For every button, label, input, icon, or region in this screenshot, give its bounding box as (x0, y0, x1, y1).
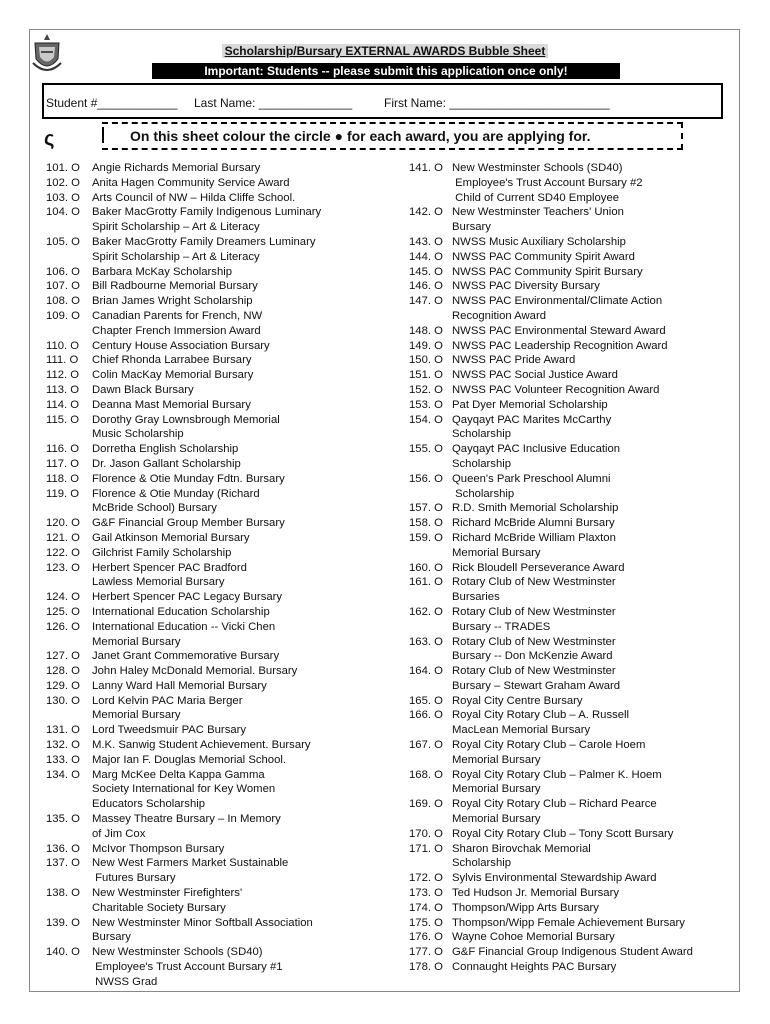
award-name-line: Lanny Ward Hall Memorial Bursary (92, 679, 267, 692)
award-item[interactable] (46, 339, 406, 354)
award-item[interactable] (46, 856, 406, 886)
award-name-line: Bursary (92, 931, 131, 944)
award-item[interactable] (409, 235, 734, 250)
award-bubble-number[interactable]: 116. O (46, 443, 80, 456)
last-name-field[interactable]: Last Name: ______________ (194, 96, 353, 110)
award-item[interactable] (46, 413, 406, 443)
award-name-line: Gilchrist Family Scholarship (92, 546, 232, 559)
award-name-line: NWSS PAC Diversity Bursary (452, 280, 600, 293)
award-bubble-number[interactable]: 141. O (409, 162, 443, 174)
award-bubble-number[interactable]: 112. O (46, 369, 80, 382)
award-name-line: Bill Radbourne Memorial Bursary (92, 280, 258, 293)
award-bubble-number[interactable]: 101. O (46, 162, 80, 174)
award-item[interactable] (46, 664, 406, 679)
award-name-line: Deanna Mast Memorial Bursary (92, 398, 251, 411)
award-item[interactable] (409, 738, 734, 768)
award-name-line: Employee's Trust Account Bursary #1 (92, 961, 283, 974)
award-item[interactable] (409, 575, 734, 605)
award-name-line: Royal City Rotary Club – Richard Pearce (452, 798, 657, 811)
award-name-line: Qayqayt PAC Marites McCarthy (452, 413, 612, 426)
award-item[interactable] (46, 812, 406, 842)
award-name-line: Sylvis Environmental Stewardship Award (452, 872, 657, 885)
award-name-line: Lawless Memorial Bursary (92, 576, 225, 589)
award-item[interactable] (46, 235, 406, 265)
award-name-line: Baker MacGrotty Family Dreamers Luminary (92, 235, 316, 248)
award-bubble-number[interactable]: 164. O (409, 665, 443, 678)
award-name-line: Baker MacGrotty Family Indigenous Luminary (92, 206, 322, 219)
award-name-line: Society International for Key Women (92, 783, 276, 796)
award-bubble-number[interactable]: 105. O (46, 235, 80, 248)
award-item[interactable] (409, 901, 734, 916)
award-item[interactable] (46, 279, 406, 294)
award-item[interactable] (46, 531, 406, 546)
award-bubble-number[interactable]: 111. O (46, 354, 79, 367)
award-bubble-number[interactable]: 123. O (46, 561, 80, 574)
award-name-line: NWSS PAC Pride Award (452, 354, 576, 367)
award-item[interactable] (409, 930, 734, 945)
award-bubble-number[interactable]: 151. O (409, 369, 443, 382)
award-item[interactable] (46, 886, 406, 916)
award-name-line: Royal City Centre Bursary (452, 694, 583, 707)
award-item[interactable] (46, 472, 406, 487)
instruction-text: On this sheet colour the circle ● for each award, you are applying for. (130, 128, 591, 144)
award-item[interactable] (409, 368, 734, 383)
award-name-line: Queen's Park Preschool Alumni (452, 472, 611, 485)
award-item[interactable] (409, 797, 734, 827)
award-name-line: Recognition Award (452, 309, 546, 322)
award-item[interactable] (46, 679, 406, 694)
award-bubble-number[interactable]: 177. O (409, 946, 443, 959)
award-name-line: G&F Financial Group Member Bursary (92, 517, 285, 530)
award-item[interactable] (46, 398, 406, 413)
award-bubble-number[interactable]: 174. O (409, 901, 443, 914)
award-bubble-number[interactable]: 153. O (409, 398, 443, 411)
award-item[interactable] (409, 945, 734, 960)
award-name-line: Scholarship (452, 487, 515, 500)
award-name-line: NWSS PAC Environmental Steward Award (452, 324, 666, 337)
award-item[interactable] (46, 649, 406, 664)
award-name-line: Memorial Bursary (452, 753, 541, 766)
important-banner: Important: Students -- please submit this application once only! (152, 63, 620, 79)
award-name-line: NWSS PAC Leadership Recognition Award (452, 339, 668, 352)
award-bubble-number[interactable]: 138. O (46, 887, 80, 900)
award-name-line: Richard McBride William Plaxton (452, 531, 616, 544)
award-bubble-number[interactable]: 154. O (409, 413, 443, 426)
award-bubble-number[interactable]: 137. O (46, 857, 80, 870)
award-bubble-number[interactable]: 113. O (46, 383, 80, 396)
award-name-line: Memorial Bursary (92, 709, 181, 722)
award-name-line: Scholarship (452, 857, 512, 870)
award-item[interactable] (409, 561, 734, 576)
award-name-line: of Jim Cox (92, 827, 146, 840)
award-name-line: Century House Association Bursary (92, 339, 270, 352)
award-name-line: Wayne Cohoe Memorial Bursary (452, 931, 615, 944)
award-item[interactable] (409, 324, 734, 339)
award-item[interactable] (46, 546, 406, 561)
award-name-line: New Westminster Firefighters' (92, 887, 243, 900)
award-name-line: Connaught Heights PAC Bursary (452, 961, 617, 974)
award-name-line: Qayqayt PAC Inclusive Education (452, 443, 621, 456)
award-name-line: Spirit Scholarship – Art & Literacy (92, 250, 260, 263)
award-item[interactable] (46, 353, 406, 368)
award-name-line: Herbert Spencer PAC Bradford (92, 561, 247, 574)
award-bubble-number[interactable]: 104. O (46, 206, 80, 219)
award-bubble-number[interactable]: 171. O (409, 842, 443, 855)
award-bubble-number[interactable]: 148. O (409, 324, 443, 337)
award-item[interactable] (46, 383, 406, 398)
award-name-line: Chapter French Immersion Award (92, 324, 261, 337)
award-item[interactable] (46, 368, 406, 383)
award-name-line: Marg McKee Delta Kappa Gamma (92, 768, 265, 781)
award-bubble-number[interactable]: 152. O (409, 383, 443, 396)
award-item[interactable] (46, 768, 406, 812)
award-name-line: Richard McBride Alumni Bursary (452, 517, 615, 530)
sheet-title: Scholarship/Bursary EXTERNAL AWARDS Bubble Sheet (0, 44, 770, 58)
award-item[interactable] (46, 753, 406, 768)
award-item[interactable] (409, 294, 734, 324)
award-name-line: Futures Bursary (92, 872, 176, 885)
award-bubble-number[interactable]: 134. O (46, 768, 80, 781)
award-name-line: Florence & Otie Munday Fdtn. Bursary (92, 472, 285, 485)
award-item[interactable] (409, 265, 734, 280)
award-item[interactable] (409, 472, 734, 502)
award-item[interactable] (46, 620, 406, 650)
award-name-line: Charitable Society Bursary (92, 901, 226, 914)
award-item[interactable] (46, 723, 406, 738)
award-item[interactable] (409, 205, 734, 235)
award-name-line: MacLean Memorial Bursary (452, 724, 591, 737)
award-name-line: Employee's Trust Account Bursary #2 (452, 176, 643, 189)
student-number-field[interactable]: Student #____________ (46, 96, 178, 110)
award-name-line: Brian James Wright Scholarship (92, 295, 253, 308)
award-bubble-number[interactable]: 147. O (409, 295, 443, 308)
award-item[interactable] (409, 339, 734, 354)
award-name-line: Child of Current SD40 Employee (452, 191, 620, 204)
award-bubble-number[interactable]: 158. O (409, 517, 443, 530)
award-bubble-number[interactable]: 122. O (46, 546, 80, 559)
award-name-line: Memorial Bursary (92, 635, 181, 648)
award-item[interactable] (46, 265, 406, 280)
award-name-line: NWSS PAC Community Spirit Award (452, 250, 635, 263)
award-name-line: New Westminster Teachers' Union (452, 206, 624, 219)
award-name-line: NWSS PAC Social Justice Award (452, 369, 618, 382)
award-bubble-number[interactable]: 128. O (46, 665, 80, 678)
award-bubble-number[interactable]: 167. O (409, 739, 443, 752)
award-name-line: Herbert Spencer PAC Legacy Bursary (92, 591, 283, 604)
award-bubble-number[interactable]: 163. O (409, 635, 443, 648)
award-name-line: Chief Rhonda Larrabee Bursary (92, 354, 252, 367)
award-name-line: McBride School) Bursary (92, 502, 217, 515)
award-name-line: Major Ian F. Douglas Memorial School. (92, 753, 287, 766)
award-name-line: Angie Richards Memorial Bursary (92, 162, 261, 174)
award-bubble-number[interactable]: 178. O (409, 961, 443, 974)
award-name-line: Spirit Scholarship – Art & Literacy (92, 221, 260, 234)
award-item[interactable] (409, 161, 734, 205)
award-name-line: Thompson/Wipp Arts Bursary (452, 901, 599, 914)
award-bubble-number[interactable]: 131. O (46, 724, 80, 737)
award-bubble-number[interactable]: 110. O (46, 339, 80, 352)
instruction-bar (102, 127, 104, 143)
award-item[interactable] (409, 605, 734, 635)
award-name-line: Royal City Rotary Club – A. Russell (452, 709, 630, 722)
award-item[interactable] (46, 487, 406, 517)
award-bubble-number[interactable]: 143. O (409, 235, 443, 248)
award-bubble-number[interactable]: 109. O (46, 309, 80, 322)
award-name-line: Rotary Club of New Westminster (452, 576, 616, 589)
award-name-line: Dr. Jason Gallant Scholarship (92, 457, 241, 470)
award-bubble-number[interactable]: 139. O (46, 916, 80, 929)
award-item[interactable] (409, 827, 734, 842)
award-item[interactable] (409, 398, 734, 413)
award-name-line: New Westminster Minor Softball Association (92, 916, 313, 929)
award-name-line: Rotary Club of New Westminster (452, 665, 616, 678)
award-name-line: Lord Tweedsmuir PAC Bursary (92, 724, 247, 737)
award-name-line: Bursary – Stewart Graham Award (452, 679, 621, 692)
award-bubble-number[interactable]: 161. O (409, 576, 443, 589)
award-name-line: Barbara McKay Scholarship (92, 265, 233, 278)
award-item[interactable] (46, 442, 406, 457)
award-name-line: Sharon Birovchak Memorial (452, 842, 591, 855)
award-item[interactable] (46, 590, 406, 605)
award-name-line: NWSS Music Auxiliary Scholarship (452, 235, 626, 248)
award-name-line: Ted Hudson Jr. Memorial Bursary (452, 887, 620, 900)
award-name-line: Colin MacKay Memorial Bursary (92, 369, 254, 382)
award-name-line: Scholarship (452, 457, 512, 470)
award-item[interactable] (46, 842, 406, 857)
award-name-line: International Education Scholarship (92, 605, 270, 618)
award-name-line: NWSS PAC Environmental/Climate Action (452, 295, 663, 308)
award-name-line: Dorretha English Scholarship (92, 443, 239, 456)
award-bubble-number[interactable]: 126. O (46, 620, 80, 633)
award-name-line: McIvor Thompson Bursary (92, 842, 225, 855)
award-item[interactable] (409, 250, 734, 265)
award-bubble-number[interactable]: 135. O (46, 813, 80, 826)
award-name-line: Anita Hagen Community Service Award (92, 176, 290, 189)
award-bubble-number[interactable]: 169. O (409, 798, 443, 811)
award-name-line: Bursary -- Don McKenzie Award (452, 650, 613, 663)
award-name-line: Scholarship (452, 428, 512, 441)
award-bubble-number[interactable]: 155. O (409, 443, 443, 456)
award-item[interactable] (409, 383, 734, 398)
award-bubble-number[interactable]: 157. O (409, 502, 443, 515)
award-name-line: Gail Atkinson Memorial Bursary (92, 531, 250, 544)
award-name-line: Lord Kelvin PAC Maria Berger (92, 694, 243, 707)
award-item[interactable] (409, 353, 734, 368)
award-name-line: G&F Financial Group Indigenous Student Award (452, 946, 693, 959)
award-bubble-number[interactable]: 130. O (46, 694, 80, 707)
first-name-field[interactable]: First Name: ________________________ (384, 96, 610, 110)
award-name-line: Educators Scholarship (92, 798, 206, 811)
award-item[interactable] (46, 457, 406, 472)
award-bubble-number[interactable]: 107. O (46, 280, 80, 293)
award-bubble-number[interactable]: 133. O (46, 753, 80, 766)
award-name-line: International Education -- Vicki Chen (92, 620, 276, 633)
award-bubble-number[interactable]: 142. O (409, 206, 443, 219)
award-item[interactable] (409, 442, 734, 472)
award-item[interactable] (409, 694, 734, 709)
award-bubble-number[interactable]: 168. O (409, 768, 443, 781)
award-bubble-number[interactable]: 114. O (46, 398, 80, 411)
award-bubble-number[interactable]: 144. O (409, 250, 443, 263)
award-item[interactable] (46, 738, 406, 753)
award-item[interactable] (409, 842, 734, 872)
award-item[interactable] (409, 413, 734, 443)
award-bubble-number[interactable]: 176. O (409, 931, 443, 944)
award-name-line: Memorial Bursary (452, 546, 541, 559)
award-bubble-number[interactable]: 132. O (46, 739, 80, 752)
award-item[interactable] (409, 635, 734, 665)
award-name-line: Bursary (452, 221, 491, 234)
award-name-line: John Haley McDonald Memorial. Bursary (92, 665, 298, 678)
award-name-line: Dawn Black Bursary (92, 383, 194, 396)
award-bubble-number[interactable]: 106. O (46, 265, 80, 278)
award-item[interactable] (409, 871, 734, 886)
award-item[interactable] (46, 916, 406, 946)
award-item[interactable] (409, 531, 734, 561)
award-item[interactable] (409, 886, 734, 901)
award-item[interactable] (46, 694, 406, 724)
award-bubble-number[interactable]: 136. O (46, 842, 80, 855)
award-item[interactable] (46, 176, 406, 191)
award-bubble-number[interactable]: 162. O (409, 605, 443, 618)
award-bubble-number[interactable]: 145. O (409, 265, 443, 278)
award-bubble-number[interactable]: 160. O (409, 561, 443, 574)
award-name-line: NWSS PAC Volunteer Recognition Award (452, 383, 660, 396)
award-bubble-number[interactable]: 119. O (46, 487, 80, 500)
award-name-line: M.K. Sanwig Student Achievement. Bursary (92, 739, 311, 752)
award-bubble-number[interactable]: 150. O (409, 354, 443, 367)
award-bubble-number[interactable]: 159. O (409, 531, 443, 544)
award-bubble-number[interactable]: 165. O (409, 694, 443, 707)
award-item[interactable] (46, 516, 406, 531)
award-item[interactable] (409, 768, 734, 798)
awards-column-right (409, 161, 734, 975)
award-name-line: Royal City Rotary Club – Tony Scott Bursary (452, 827, 674, 840)
award-bubble-number[interactable]: 117. O (46, 457, 80, 470)
award-name-line: Canadian Parents for French, NW (92, 309, 263, 322)
award-item[interactable] (409, 279, 734, 294)
award-bubble-number[interactable]: 156. O (409, 472, 443, 485)
award-item[interactable] (409, 664, 734, 694)
award-name-line: R.D. Smith Memorial Scholarship (452, 502, 619, 515)
award-bubble-number[interactable]: 124. O (46, 591, 80, 604)
award-name-line: Janet Grant Commemorative Bursary (92, 650, 280, 663)
award-name-line: Arts Council of NW – Hilda Cliffe School. (92, 191, 296, 204)
award-name-line: Pat Dyer Memorial Scholarship (452, 398, 608, 411)
award-name-line: New Westminster Schools (SD40) (92, 946, 263, 959)
award-name-line: Rotary Club of New Westminster (452, 605, 616, 618)
award-name-line: Massey Theatre Bursary – In Memory (92, 813, 281, 826)
award-bubble-number[interactable]: 102. O (46, 176, 80, 189)
award-bubble-number[interactable]: 120. O (46, 517, 80, 530)
student-info-box (42, 83, 723, 119)
award-item[interactable] (46, 309, 406, 339)
award-name-line: NWSS Grad (92, 975, 158, 988)
award-name-line: Rotary Club of New Westminster (452, 635, 616, 648)
award-bubble-number[interactable]: 170. O (409, 827, 443, 840)
award-bubble-number[interactable]: 108. O (46, 295, 80, 308)
award-name-line: New Westminster Schools (SD40) (452, 162, 623, 174)
award-name-line: Dorothy Gray Lownsbrough Memorial (92, 413, 280, 426)
award-item[interactable] (409, 916, 734, 931)
award-bubble-number[interactable]: 166. O (409, 709, 443, 722)
award-name-line: Royal City Rotary Club – Carole Hoem (452, 739, 646, 752)
award-item[interactable] (409, 516, 734, 531)
award-bubble-number[interactable]: 121. O (46, 531, 80, 544)
award-name-line: Royal City Rotary Club – Palmer K. Hoem (452, 768, 662, 781)
award-item[interactable] (46, 561, 406, 591)
award-bubble-number[interactable]: 118. O (46, 472, 80, 485)
award-name-line: Bursaries (452, 591, 500, 604)
award-name-line: Memorial Bursary (452, 813, 541, 826)
award-name-line: NWSS PAC Community Spirit Bursary (452, 265, 643, 278)
award-bubble-number[interactable]: 172. O (409, 872, 443, 885)
award-name-line: Memorial Bursary (452, 783, 541, 796)
award-item[interactable] (409, 501, 734, 516)
award-name-line: Music Scholarship (92, 428, 184, 441)
award-item[interactable] (46, 294, 406, 309)
award-bubble-number[interactable]: 146. O (409, 280, 443, 293)
award-item[interactable] (409, 960, 734, 975)
award-bubble-number[interactable]: 127. O (46, 650, 80, 663)
award-item[interactable] (46, 205, 406, 235)
award-name-line: Thompson/Wipp Female Achievement Bursary (452, 916, 685, 929)
instruction-box (102, 122, 683, 150)
award-bubble-number[interactable]: 175. O (409, 916, 443, 929)
award-bubble-number[interactable]: 125. O (46, 605, 80, 618)
award-name-line: Rick Bloudell Perseverance Award (452, 561, 625, 574)
hand-marker-icon: ς (44, 128, 55, 150)
award-bubble-number[interactable]: 115. O (46, 413, 80, 426)
award-bubble-number[interactable]: 173. O (409, 887, 443, 900)
award-name-line: Bursary -- TRADES (452, 620, 551, 633)
award-bubble-number[interactable]: 140. O (46, 946, 80, 959)
award-item[interactable] (46, 161, 406, 176)
award-name-line: Florence & Otie Munday (Richard (92, 487, 260, 500)
award-bubble-number[interactable]: 103. O (46, 191, 80, 204)
award-item[interactable] (46, 605, 406, 620)
award-bubble-number[interactable]: 129. O (46, 679, 80, 692)
awards-column-left (46, 161, 406, 990)
award-item[interactable] (409, 708, 734, 738)
award-item[interactable] (46, 945, 406, 989)
award-bubble-number[interactable]: 149. O (409, 339, 443, 352)
award-item[interactable] (46, 191, 406, 206)
award-name-line: New West Farmers Market Sustainable (92, 857, 289, 870)
